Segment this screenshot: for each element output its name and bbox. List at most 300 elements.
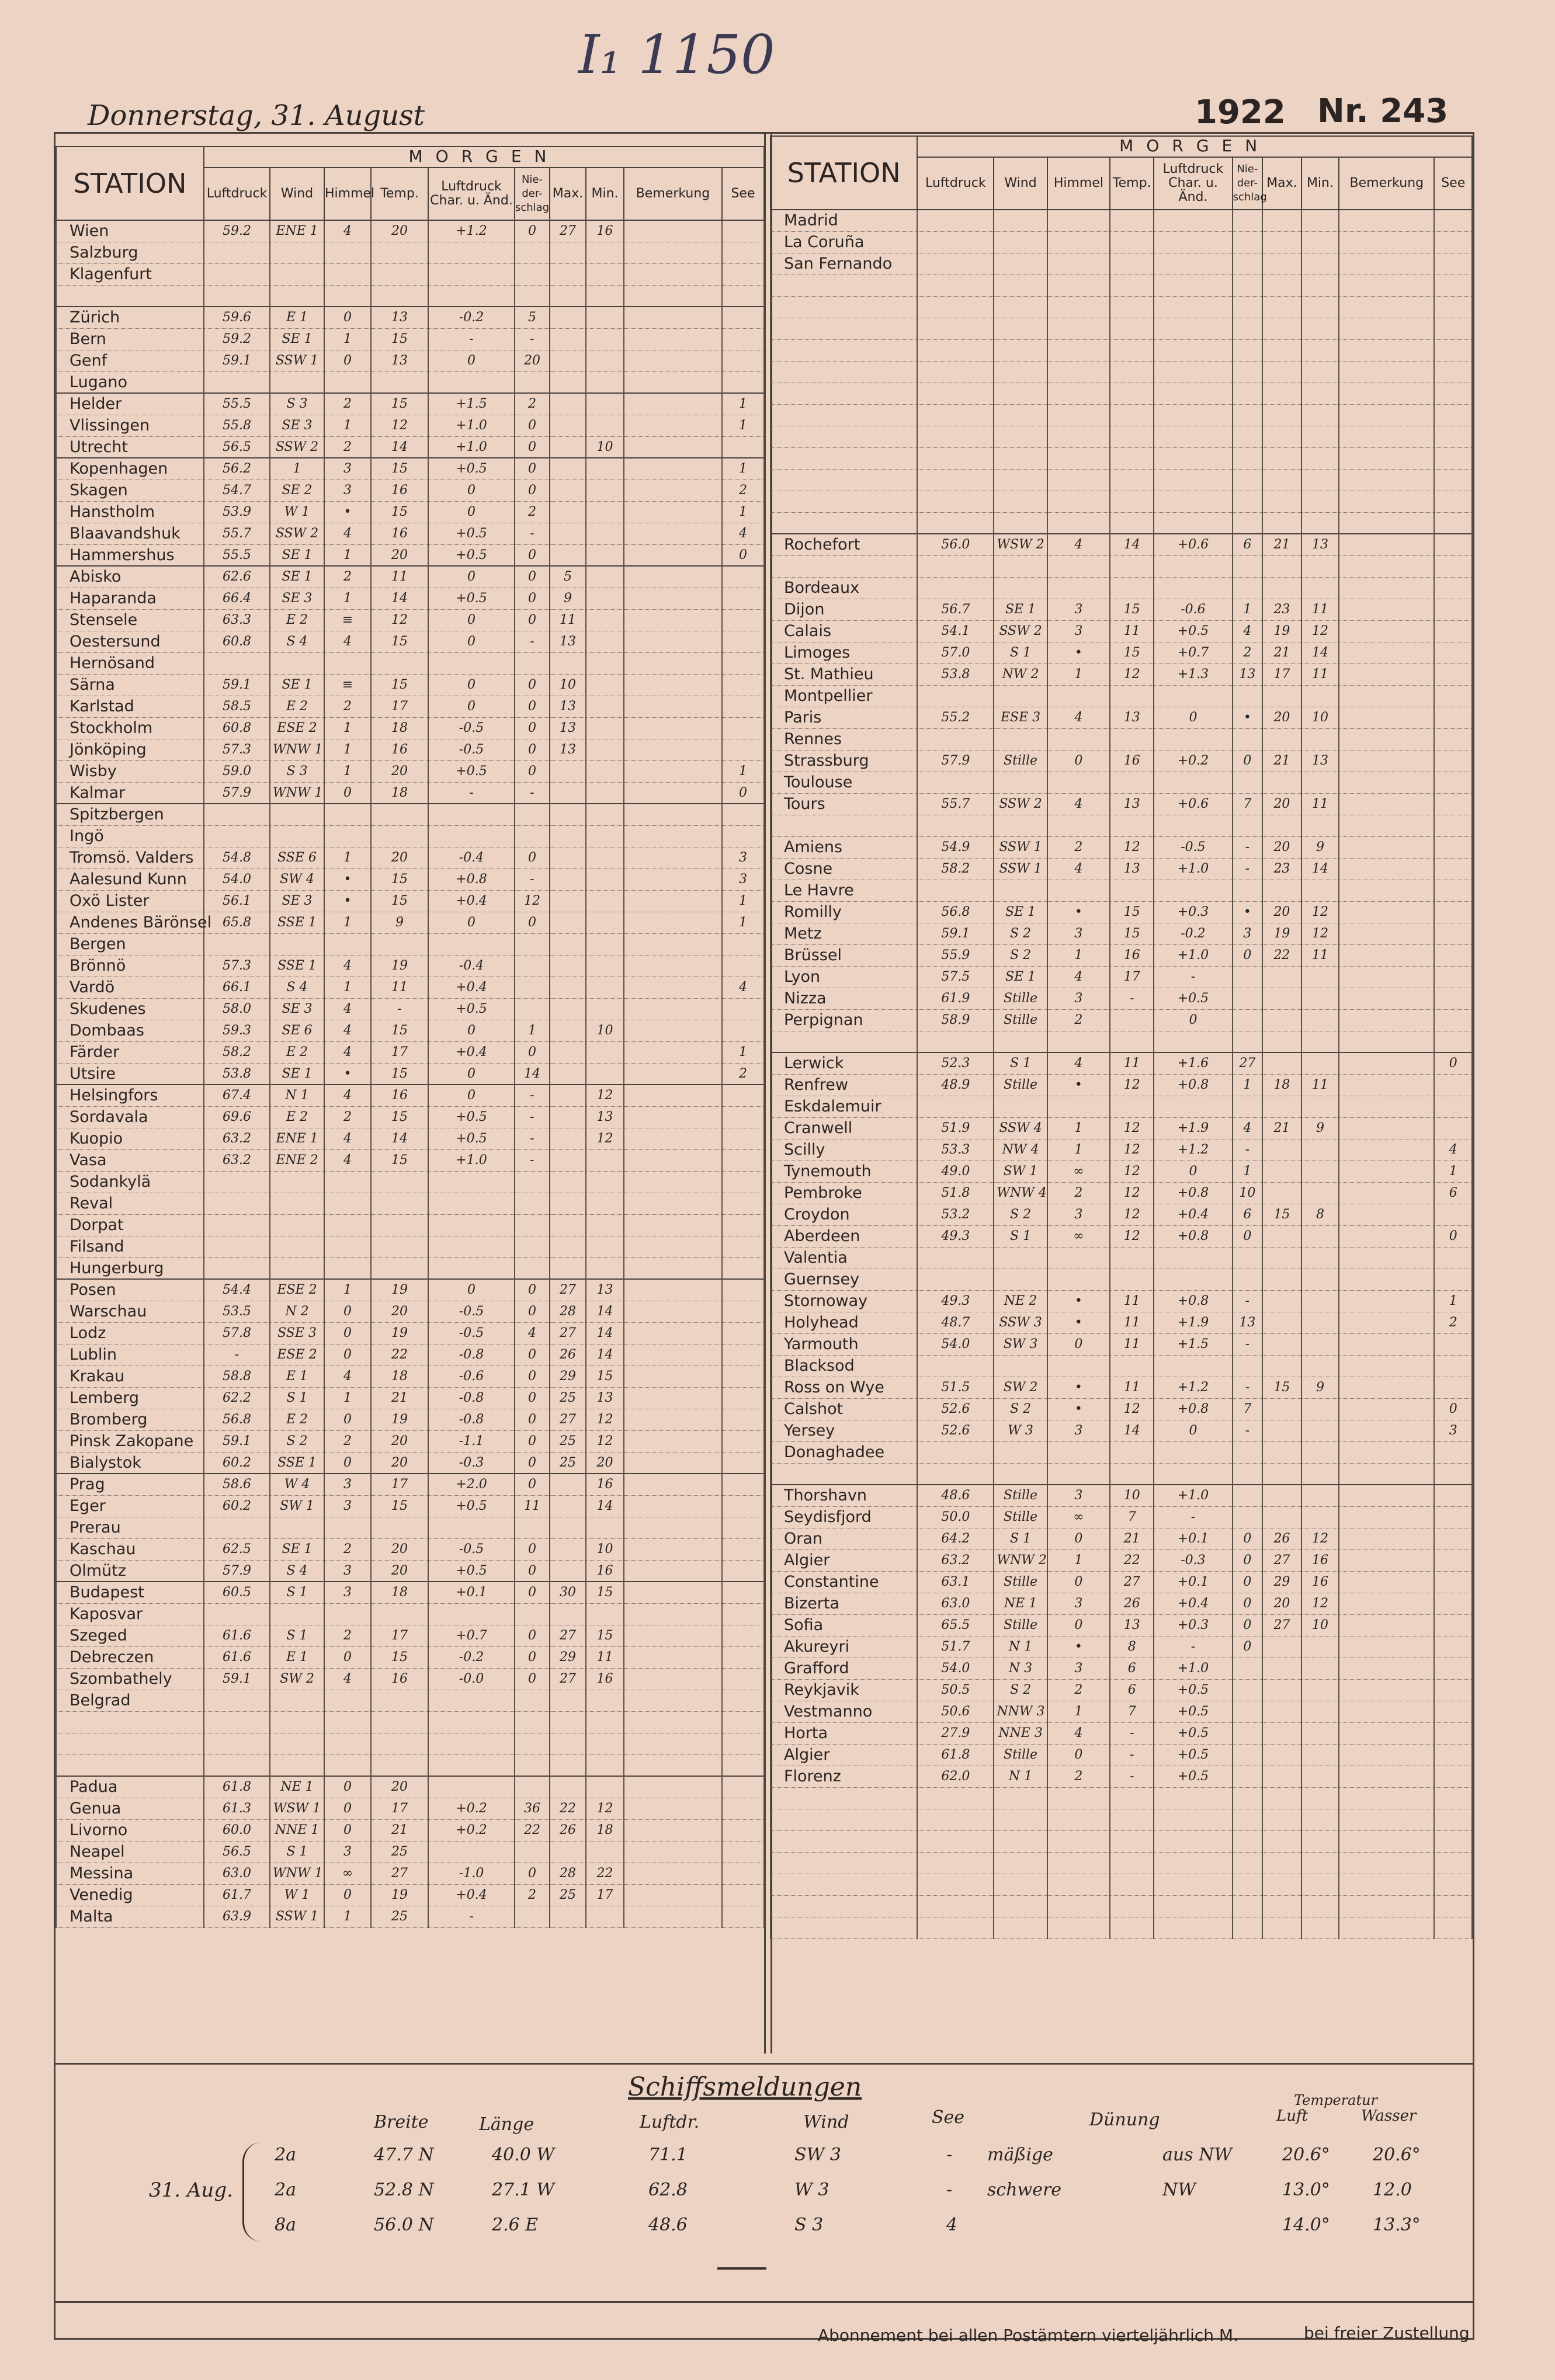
cell-value bbox=[994, 1787, 1047, 1809]
cell-value bbox=[371, 1690, 428, 1711]
cell-value: 20 bbox=[371, 847, 428, 868]
cell-value: 12 bbox=[1301, 901, 1339, 923]
station-name: Calais bbox=[770, 620, 917, 642]
cell-value bbox=[1110, 404, 1154, 426]
cell-value: 25 bbox=[371, 1906, 428, 1927]
cell-value bbox=[550, 1149, 586, 1171]
cell-value: 54.7 bbox=[204, 480, 270, 501]
station-row bbox=[770, 296, 1472, 318]
cell-value: 13 bbox=[550, 739, 586, 760]
cell-value bbox=[1434, 1009, 1472, 1031]
cell-value: 0 bbox=[428, 350, 515, 371]
ship-dir: aus NW bbox=[1162, 2145, 1233, 2165]
cell-value: 15 bbox=[371, 1106, 428, 1128]
cell-value bbox=[722, 652, 764, 674]
ship-wasser: 20.6° bbox=[1373, 2145, 1421, 2165]
cell-value bbox=[1301, 1679, 1339, 1701]
cell-value bbox=[1262, 361, 1301, 383]
station-row bbox=[56, 1863, 764, 1884]
cell-value bbox=[1154, 685, 1232, 707]
station-row bbox=[56, 1841, 764, 1863]
cell-value: 53.9 bbox=[204, 501, 270, 523]
station-name: Olmütz bbox=[56, 1560, 204, 1582]
cell-value: 69.6 bbox=[204, 1106, 270, 1128]
cell-value bbox=[550, 415, 586, 436]
cell-value: 53.8 bbox=[917, 663, 994, 685]
cell-value: SSE 1 bbox=[270, 912, 324, 933]
cell-value bbox=[722, 1798, 764, 1819]
cell-value: 20 bbox=[371, 1538, 428, 1560]
cell-value bbox=[1233, 447, 1263, 469]
cell-value bbox=[515, 1754, 550, 1776]
cell-value: 3 bbox=[1047, 620, 1110, 642]
cell-value: 0 bbox=[515, 1668, 550, 1690]
station-row bbox=[770, 253, 1472, 275]
station-name: Kuopio bbox=[56, 1128, 204, 1149]
cell-value bbox=[917, 361, 994, 383]
cell-value bbox=[324, 933, 371, 955]
station-row bbox=[770, 361, 1472, 383]
cell-value: ≡ bbox=[324, 609, 371, 631]
cell-value bbox=[994, 1917, 1047, 1938]
cell-value: - bbox=[1110, 1722, 1154, 1744]
cell-value: 0 bbox=[324, 1301, 371, 1322]
cell-value: 1 bbox=[722, 912, 764, 933]
cell-value bbox=[1301, 772, 1339, 793]
station-name: Brönnö bbox=[56, 955, 204, 977]
cell-value: N 1 bbox=[994, 1636, 1047, 1658]
cell-value: SSW 1 bbox=[994, 858, 1047, 880]
station-row bbox=[56, 1301, 764, 1322]
cell-value bbox=[1339, 988, 1434, 1009]
cell-value bbox=[1339, 512, 1434, 534]
cell-value: 0 bbox=[1233, 1225, 1263, 1247]
station-name: Posen bbox=[56, 1279, 204, 1301]
cell-value: 19 bbox=[371, 1884, 428, 1906]
cell-value bbox=[1047, 880, 1110, 901]
cell-value bbox=[1233, 1766, 1263, 1787]
cell-value bbox=[722, 1149, 764, 1171]
cell-value: 20 bbox=[371, 1560, 428, 1582]
cell-value bbox=[1434, 1333, 1472, 1355]
cell-value bbox=[1339, 793, 1434, 815]
cell-value: 21 bbox=[371, 1819, 428, 1841]
station-row bbox=[56, 458, 764, 480]
cell-value bbox=[1047, 685, 1110, 707]
station-name bbox=[770, 1917, 917, 1938]
cell-value: 53.8 bbox=[204, 1063, 270, 1085]
cell-value bbox=[515, 933, 550, 955]
cell-value: 19 bbox=[371, 955, 428, 977]
cell-value: 4 bbox=[324, 631, 371, 652]
cell-value: 1 bbox=[324, 977, 371, 998]
cell-value bbox=[550, 1020, 586, 1041]
cell-value: 53.3 bbox=[917, 1139, 994, 1161]
cell-value bbox=[515, 1193, 550, 1214]
cell-value: 12 bbox=[586, 1128, 624, 1149]
cell-value: 2 bbox=[324, 696, 371, 717]
cell-value bbox=[371, 1257, 428, 1279]
cell-value bbox=[624, 890, 722, 912]
cell-value bbox=[1339, 383, 1434, 404]
station-row bbox=[770, 1247, 1472, 1269]
morgen-header: MORGEN bbox=[204, 147, 764, 168]
cell-value: S 3 bbox=[270, 760, 324, 782]
cell-value bbox=[1339, 1420, 1434, 1441]
cell-value bbox=[1301, 1182, 1339, 1204]
cell-value bbox=[550, 1171, 586, 1193]
cell-value: 0 bbox=[428, 566, 515, 588]
cell-value: 0 bbox=[515, 912, 550, 933]
cell-value: 2 bbox=[324, 1625, 371, 1646]
cell-value: 61.8 bbox=[917, 1744, 994, 1766]
cell-value bbox=[1154, 1895, 1232, 1917]
cell-value bbox=[1339, 1636, 1434, 1658]
cell-value bbox=[371, 1603, 428, 1625]
station-name: Szeged bbox=[56, 1625, 204, 1646]
cell-value: - bbox=[428, 782, 515, 804]
station-row bbox=[770, 1377, 1472, 1398]
cell-value bbox=[428, 1193, 515, 1214]
cell-value bbox=[1047, 361, 1110, 383]
cell-value bbox=[204, 933, 270, 955]
cell-value: S 3 bbox=[270, 393, 324, 415]
station-row bbox=[56, 1041, 764, 1063]
cell-value: +0.2 bbox=[428, 1798, 515, 1819]
cell-value bbox=[1301, 1247, 1339, 1269]
cell-value: 59.1 bbox=[204, 1430, 270, 1452]
cell-value bbox=[1301, 275, 1339, 296]
cell-value: -0.5 bbox=[428, 717, 515, 739]
cell-value: +0.2 bbox=[428, 1819, 515, 1841]
cell-value: 22 bbox=[371, 1344, 428, 1366]
cell-value bbox=[722, 1582, 764, 1603]
cell-value bbox=[1262, 275, 1301, 296]
cell-value bbox=[1233, 1917, 1263, 1938]
cell-value: 3 bbox=[1047, 599, 1110, 620]
cell-value: 0 bbox=[515, 696, 550, 717]
cell-value bbox=[270, 371, 324, 393]
cell-value: 3 bbox=[1047, 1485, 1110, 1506]
cell-value: • bbox=[1047, 1636, 1110, 1658]
cell-value: 16 bbox=[586, 1474, 624, 1495]
cell-value bbox=[515, 1236, 550, 1257]
cell-value bbox=[1233, 426, 1263, 447]
cell-value: 14 bbox=[1301, 642, 1339, 663]
cell-value: 0 bbox=[515, 588, 550, 609]
cell-value bbox=[1434, 1593, 1472, 1614]
cell-value bbox=[722, 350, 764, 371]
cell-value bbox=[722, 436, 764, 458]
cell-value: 0 bbox=[1434, 1052, 1472, 1074]
cell-value bbox=[1233, 685, 1263, 707]
cell-value: 59.2 bbox=[204, 220, 270, 242]
cell-value: WNW 1 bbox=[270, 739, 324, 760]
cell-value bbox=[550, 804, 586, 825]
station-row bbox=[770, 1809, 1472, 1830]
cell-value: 3 bbox=[1047, 1658, 1110, 1679]
cell-value bbox=[1434, 1441, 1472, 1463]
station-row bbox=[770, 1009, 1472, 1031]
cell-value bbox=[1301, 1809, 1339, 1830]
cell-value: -0.2 bbox=[428, 307, 515, 328]
cell-value bbox=[1154, 1441, 1232, 1463]
col-himmel-right: Himmel bbox=[1047, 157, 1110, 210]
station-row bbox=[56, 1171, 764, 1193]
cell-value bbox=[994, 815, 1047, 836]
cell-value bbox=[917, 1463, 994, 1485]
cell-value bbox=[1262, 253, 1301, 275]
station-row bbox=[770, 534, 1472, 555]
cell-value bbox=[1434, 534, 1472, 555]
cell-value bbox=[1047, 1895, 1110, 1917]
cell-value bbox=[624, 263, 722, 285]
cell-value bbox=[1301, 1722, 1339, 1744]
cell-value bbox=[1434, 275, 1472, 296]
cell-value: +0.7 bbox=[1154, 642, 1232, 663]
station-row bbox=[770, 1744, 1472, 1766]
cell-value bbox=[994, 1895, 1047, 1917]
cell-value: 18 bbox=[1262, 1074, 1301, 1096]
cell-value: 10 bbox=[1301, 1614, 1339, 1636]
station-row bbox=[770, 426, 1472, 447]
cell-value: +0.8 bbox=[1154, 1225, 1232, 1247]
cell-value: 0 bbox=[515, 847, 550, 868]
cell-value: +0.5 bbox=[1154, 988, 1232, 1009]
cell-value: 1 bbox=[324, 739, 371, 760]
cell-value bbox=[1233, 1463, 1263, 1485]
cell-value bbox=[1154, 361, 1232, 383]
cell-value bbox=[624, 1063, 722, 1085]
station-row bbox=[770, 1031, 1472, 1052]
station-row bbox=[770, 966, 1472, 988]
cell-value: 65.8 bbox=[204, 912, 270, 933]
cell-value bbox=[1154, 469, 1232, 491]
cell-value: 22 bbox=[1262, 944, 1301, 966]
cell-value bbox=[1262, 1161, 1301, 1182]
cell-value: 17 bbox=[371, 696, 428, 717]
station-name: Malta bbox=[56, 1906, 204, 1927]
cell-value: Stille bbox=[994, 1744, 1047, 1766]
cell-value: Stille bbox=[994, 1614, 1047, 1636]
cell-value bbox=[1301, 210, 1339, 231]
cell-value: W 4 bbox=[270, 1474, 324, 1495]
cell-value bbox=[586, 1776, 624, 1798]
station-name: Nizza bbox=[770, 988, 917, 1009]
cell-value: - bbox=[515, 1106, 550, 1128]
cell-value bbox=[1233, 1830, 1263, 1852]
cell-value: 1 bbox=[324, 1906, 371, 1927]
cell-value: 61.3 bbox=[204, 1798, 270, 1819]
cell-value: 10 bbox=[586, 1020, 624, 1041]
cell-value: 0 bbox=[428, 912, 515, 933]
cell-value: 0 bbox=[1047, 1333, 1110, 1355]
cell-value bbox=[270, 825, 324, 847]
cell-value bbox=[1434, 1701, 1472, 1722]
cell-value bbox=[270, 1711, 324, 1733]
cell-value: ∞ bbox=[1047, 1161, 1110, 1182]
cell-value bbox=[624, 1474, 722, 1495]
cell-value bbox=[624, 1409, 722, 1430]
cell-value: 59.1 bbox=[204, 674, 270, 696]
cell-value: 0 bbox=[428, 480, 515, 501]
cell-value bbox=[1301, 966, 1339, 988]
cell-value bbox=[624, 782, 722, 804]
station-row bbox=[770, 923, 1472, 944]
cell-value bbox=[1301, 815, 1339, 836]
cell-value bbox=[917, 1355, 994, 1377]
cell-value bbox=[722, 1106, 764, 1128]
cell-value bbox=[324, 1711, 371, 1733]
cell-value: 13 bbox=[1110, 858, 1154, 880]
cell-value bbox=[1434, 1809, 1472, 1830]
cell-value bbox=[1301, 1052, 1339, 1074]
cell-value bbox=[994, 1355, 1047, 1377]
cell-value bbox=[1301, 1398, 1339, 1420]
cell-value: 11 bbox=[515, 1495, 550, 1517]
cell-value: 9 bbox=[371, 912, 428, 933]
cell-value: 0 bbox=[515, 1387, 550, 1409]
cell-value: 26 bbox=[1262, 1528, 1301, 1549]
cell-value: 9 bbox=[1301, 1117, 1339, 1139]
cell-value bbox=[550, 1085, 586, 1106]
cell-value bbox=[515, 1906, 550, 1927]
cell-value: 12 bbox=[586, 1798, 624, 1819]
cell-value bbox=[1434, 880, 1472, 901]
station-row bbox=[770, 1917, 1472, 1938]
cell-value: +0.2 bbox=[1154, 750, 1232, 772]
cell-value: 12 bbox=[1110, 1204, 1154, 1225]
cell-value bbox=[624, 1236, 722, 1257]
cell-value bbox=[1154, 383, 1232, 404]
cell-value bbox=[1110, 1787, 1154, 1809]
cell-value: +0.3 bbox=[1154, 901, 1232, 923]
cell-value: 20 bbox=[1262, 1593, 1301, 1614]
cell-value bbox=[1339, 836, 1434, 858]
cell-value bbox=[1262, 1679, 1301, 1701]
cell-value: 1 bbox=[324, 760, 371, 782]
cell-value bbox=[722, 1322, 764, 1344]
cell-value bbox=[1339, 231, 1434, 253]
cell-value bbox=[550, 1711, 586, 1733]
cell-value: 15 bbox=[1110, 923, 1154, 944]
cell-value bbox=[917, 728, 994, 750]
cell-value: 0 bbox=[324, 1819, 371, 1841]
cell-value bbox=[586, 1906, 624, 1927]
cell-value bbox=[1233, 1852, 1263, 1874]
cell-value: - bbox=[515, 523, 550, 544]
cell-value: +1.0 bbox=[1154, 858, 1232, 880]
cell-value bbox=[1047, 728, 1110, 750]
cell-value bbox=[1262, 685, 1301, 707]
cell-value bbox=[586, 1517, 624, 1538]
cell-value bbox=[722, 1020, 764, 1041]
cell-value bbox=[1339, 1247, 1434, 1269]
cell-value: 16 bbox=[371, 739, 428, 760]
station-name: Färder bbox=[56, 1041, 204, 1063]
cell-value bbox=[624, 242, 722, 263]
cell-value: 12 bbox=[371, 609, 428, 631]
cell-value bbox=[624, 1106, 722, 1128]
station-name: Pembroke bbox=[770, 1182, 917, 1204]
cell-value bbox=[1233, 728, 1263, 750]
cell-value bbox=[624, 1754, 722, 1776]
cell-value: 9 bbox=[1301, 1377, 1339, 1398]
cell-value: Stille bbox=[994, 1485, 1047, 1506]
cell-value: ∞ bbox=[1047, 1506, 1110, 1528]
cell-value bbox=[1262, 426, 1301, 447]
cell-value: -0.4 bbox=[428, 847, 515, 868]
cell-value: 11 bbox=[371, 977, 428, 998]
station-row bbox=[770, 944, 1472, 966]
cell-value bbox=[722, 1409, 764, 1430]
cell-value: 55.7 bbox=[204, 523, 270, 544]
cell-value bbox=[1434, 1463, 1472, 1485]
station-name: Skagen bbox=[56, 480, 204, 501]
cell-value bbox=[917, 685, 994, 707]
cell-value bbox=[722, 1646, 764, 1668]
cell-value bbox=[1110, 685, 1154, 707]
cell-value bbox=[624, 847, 722, 868]
cell-value: -0.5 bbox=[428, 1538, 515, 1560]
cell-value: SW 3 bbox=[994, 1333, 1047, 1355]
cell-value: 13 bbox=[1233, 663, 1263, 685]
cell-value bbox=[1301, 1225, 1339, 1247]
cell-value bbox=[515, 285, 550, 307]
cell-value bbox=[1047, 555, 1110, 577]
cell-value: 0 bbox=[324, 782, 371, 804]
cell-value bbox=[1262, 1722, 1301, 1744]
cell-value: 4 bbox=[1047, 1722, 1110, 1744]
cell-value bbox=[917, 1031, 994, 1052]
cell-value: 13 bbox=[371, 307, 428, 328]
ship-header-luftdr: Luftdr. bbox=[640, 2112, 700, 2132]
cell-value bbox=[270, 1193, 324, 1214]
cell-value: 3 bbox=[1233, 923, 1263, 944]
station-row bbox=[770, 404, 1472, 426]
cell-value bbox=[917, 1917, 994, 1938]
cell-value: 55.7 bbox=[917, 793, 994, 815]
cell-value: SW 1 bbox=[994, 1161, 1047, 1182]
cell-value: 10 bbox=[586, 1538, 624, 1560]
cell-value bbox=[1154, 512, 1232, 534]
cell-value bbox=[1434, 858, 1472, 880]
cell-value bbox=[550, 955, 586, 977]
cell-value: 1 bbox=[515, 1020, 550, 1041]
cell-value bbox=[722, 1301, 764, 1322]
cell-value bbox=[1233, 275, 1263, 296]
cell-value bbox=[994, 555, 1047, 577]
cell-value bbox=[624, 1646, 722, 1668]
cell-value bbox=[586, 1214, 624, 1236]
cell-value bbox=[1434, 1377, 1472, 1398]
cell-value bbox=[428, 1754, 515, 1776]
cell-value bbox=[1339, 447, 1434, 469]
station-name: Lublin bbox=[56, 1344, 204, 1366]
cell-value bbox=[1262, 1441, 1301, 1463]
cell-value bbox=[371, 1754, 428, 1776]
cell-value: 3 bbox=[1047, 1204, 1110, 1225]
cell-value bbox=[1339, 1096, 1434, 1117]
cell-value: 50.6 bbox=[917, 1701, 994, 1722]
cell-value: SSW 4 bbox=[994, 1117, 1047, 1139]
cell-value bbox=[1262, 1096, 1301, 1117]
cell-value bbox=[1262, 296, 1301, 318]
cell-value: 21 bbox=[371, 1387, 428, 1409]
cell-value: 20 bbox=[586, 1452, 624, 1474]
cell-value bbox=[624, 1149, 722, 1171]
cell-value bbox=[270, 263, 324, 285]
